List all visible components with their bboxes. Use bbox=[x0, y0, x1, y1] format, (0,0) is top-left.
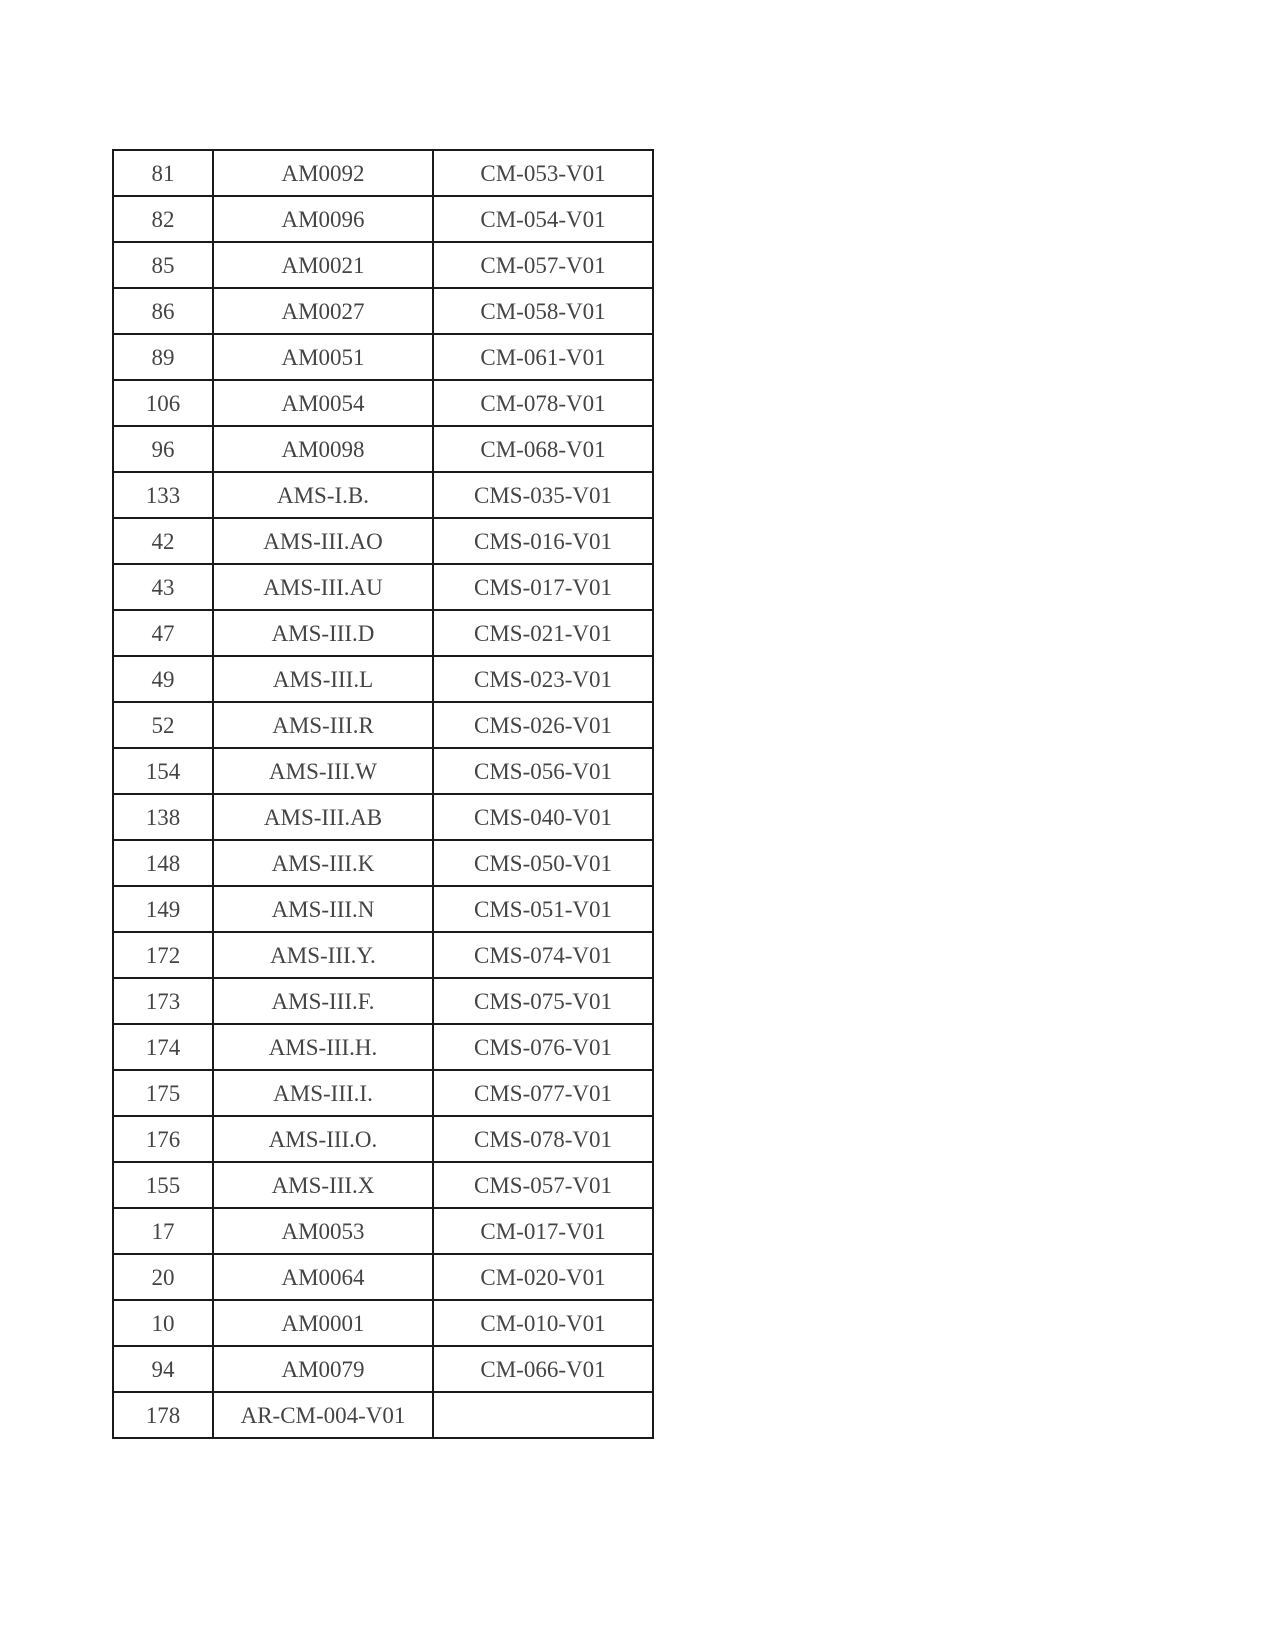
methodology-code-cell: AMS-III.H. bbox=[213, 1024, 433, 1070]
methodology-code-cell: AMS-III.R bbox=[213, 702, 433, 748]
methodology-code-cell: AM0054 bbox=[213, 380, 433, 426]
methodology-code-cell: AMS-III.AO bbox=[213, 518, 433, 564]
table-row bbox=[113, 840, 653, 886]
methodology-code-cell: AMS-III.Y. bbox=[213, 932, 433, 978]
table-row bbox=[113, 886, 653, 932]
methodology-code-cell: AMS-III.F. bbox=[213, 978, 433, 1024]
new-code-cell: CMS-021-V01 bbox=[433, 610, 653, 656]
row-number-cell: 82 bbox=[113, 196, 213, 242]
row-number-cell: 173 bbox=[113, 978, 213, 1024]
methodology-code-cell: AMS-III.L bbox=[213, 656, 433, 702]
new-code-cell: CMS-075-V01 bbox=[433, 978, 653, 1024]
row-number-cell: 148 bbox=[113, 840, 213, 886]
methodology-code-cell: AMS-III.K bbox=[213, 840, 433, 886]
new-code-cell: CMS-076-V01 bbox=[433, 1024, 653, 1070]
new-code-cell: CMS-051-V01 bbox=[433, 886, 653, 932]
table-row bbox=[113, 1392, 653, 1438]
table-row bbox=[113, 1162, 653, 1208]
table-row bbox=[113, 242, 653, 288]
new-code-cell: CMS-050-V01 bbox=[433, 840, 653, 886]
new-code-cell: CMS-016-V01 bbox=[433, 518, 653, 564]
row-number-cell: 174 bbox=[113, 1024, 213, 1070]
new-code-cell: CMS-026-V01 bbox=[433, 702, 653, 748]
row-number-cell: 85 bbox=[113, 242, 213, 288]
new-code-cell: CM-068-V01 bbox=[433, 426, 653, 472]
methodology-code-cell: AMS-III.X bbox=[213, 1162, 433, 1208]
row-number-cell: 138 bbox=[113, 794, 213, 840]
table-row bbox=[113, 1208, 653, 1254]
methodology-code-cell: AM0098 bbox=[213, 426, 433, 472]
row-number-cell: 176 bbox=[113, 1116, 213, 1162]
methodology-code-cell: AR-CM-004-V01 bbox=[213, 1392, 433, 1438]
new-code-cell: CMS-035-V01 bbox=[433, 472, 653, 518]
table-row bbox=[113, 1346, 653, 1392]
table-row bbox=[113, 1116, 653, 1162]
methodology-code-cell: AM0027 bbox=[213, 288, 433, 334]
row-number-cell: 49 bbox=[113, 656, 213, 702]
new-code-cell: CM-053-V01 bbox=[433, 150, 653, 196]
new-code-cell: CM-010-V01 bbox=[433, 1300, 653, 1346]
row-number-cell: 154 bbox=[113, 748, 213, 794]
new-code-cell: CMS-040-V01 bbox=[433, 794, 653, 840]
table-row bbox=[113, 794, 653, 840]
methodology-code-cell: AMS-I.B. bbox=[213, 472, 433, 518]
new-code-cell: CM-057-V01 bbox=[433, 242, 653, 288]
table-row bbox=[113, 656, 653, 702]
new-code-cell: CMS-074-V01 bbox=[433, 932, 653, 978]
methodology-code-cell: AM0021 bbox=[213, 242, 433, 288]
row-number-cell: 42 bbox=[113, 518, 213, 564]
row-number-cell: 172 bbox=[113, 932, 213, 978]
methodology-code-cell: AMS-III.W bbox=[213, 748, 433, 794]
row-number-cell: 96 bbox=[113, 426, 213, 472]
row-number-cell: 106 bbox=[113, 380, 213, 426]
table-body bbox=[113, 150, 653, 1438]
new-code-cell: CM-066-V01 bbox=[433, 1346, 653, 1392]
methodology-code-cell: AM0092 bbox=[213, 150, 433, 196]
methodology-code-cell: AMS-III.O. bbox=[213, 1116, 433, 1162]
methodology-code-cell: AMS-III.AU bbox=[213, 564, 433, 610]
row-number-cell: 86 bbox=[113, 288, 213, 334]
table-row bbox=[113, 1070, 653, 1116]
new-code-cell: CMS-017-V01 bbox=[433, 564, 653, 610]
new-code-cell: CM-078-V01 bbox=[433, 380, 653, 426]
new-code-cell: CM-061-V01 bbox=[433, 334, 653, 380]
methodology-code-cell: AMS-III.AB bbox=[213, 794, 433, 840]
new-code-cell: CMS-077-V01 bbox=[433, 1070, 653, 1116]
methodology-code-cell: AM0053 bbox=[213, 1208, 433, 1254]
table-row bbox=[113, 702, 653, 748]
methodology-code-cell: AMS-III.N bbox=[213, 886, 433, 932]
new-code-cell: CM-058-V01 bbox=[433, 288, 653, 334]
table-row bbox=[113, 978, 653, 1024]
methodology-code-cell: AM0096 bbox=[213, 196, 433, 242]
row-number-cell: 52 bbox=[113, 702, 213, 748]
row-number-cell: 47 bbox=[113, 610, 213, 656]
row-number-cell: 155 bbox=[113, 1162, 213, 1208]
new-code-cell: CMS-078-V01 bbox=[433, 1116, 653, 1162]
table-row bbox=[113, 426, 653, 472]
new-code-cell: CMS-057-V01 bbox=[433, 1162, 653, 1208]
table-row bbox=[113, 610, 653, 656]
table-row bbox=[113, 288, 653, 334]
row-number-cell: 149 bbox=[113, 886, 213, 932]
table-row bbox=[113, 518, 653, 564]
new-code-cell: CMS-023-V01 bbox=[433, 656, 653, 702]
row-number-cell: 43 bbox=[113, 564, 213, 610]
new-code-cell: CMS-056-V01 bbox=[433, 748, 653, 794]
table-row bbox=[113, 564, 653, 610]
table-row bbox=[113, 932, 653, 978]
table-row bbox=[113, 1024, 653, 1070]
new-code-cell bbox=[433, 1392, 653, 1438]
methodology-code-cell: AMS-III.D bbox=[213, 610, 433, 656]
methodology-code-cell: AM0051 bbox=[213, 334, 433, 380]
row-number-cell: 89 bbox=[113, 334, 213, 380]
table-row bbox=[113, 196, 653, 242]
methodology-code-cell: AM0064 bbox=[213, 1254, 433, 1300]
table-row bbox=[113, 334, 653, 380]
new-code-cell: CM-020-V01 bbox=[433, 1254, 653, 1300]
table-row bbox=[113, 150, 653, 196]
methodology-code-cell: AM0079 bbox=[213, 1346, 433, 1392]
new-code-cell: CM-017-V01 bbox=[433, 1208, 653, 1254]
table-row bbox=[113, 472, 653, 518]
row-number-cell: 10 bbox=[113, 1300, 213, 1346]
methodology-code-cell: AMS-III.I. bbox=[213, 1070, 433, 1116]
row-number-cell: 175 bbox=[113, 1070, 213, 1116]
table-row bbox=[113, 1300, 653, 1346]
row-number-cell: 133 bbox=[113, 472, 213, 518]
row-number-cell: 178 bbox=[113, 1392, 213, 1438]
row-number-cell: 20 bbox=[113, 1254, 213, 1300]
methodology-table bbox=[112, 149, 654, 1439]
table-row bbox=[113, 1254, 653, 1300]
new-code-cell: CM-054-V01 bbox=[433, 196, 653, 242]
methodology-code-cell: AM0001 bbox=[213, 1300, 433, 1346]
row-number-cell: 81 bbox=[113, 150, 213, 196]
table-row bbox=[113, 380, 653, 426]
table-row bbox=[113, 748, 653, 794]
row-number-cell: 17 bbox=[113, 1208, 213, 1254]
row-number-cell: 94 bbox=[113, 1346, 213, 1392]
